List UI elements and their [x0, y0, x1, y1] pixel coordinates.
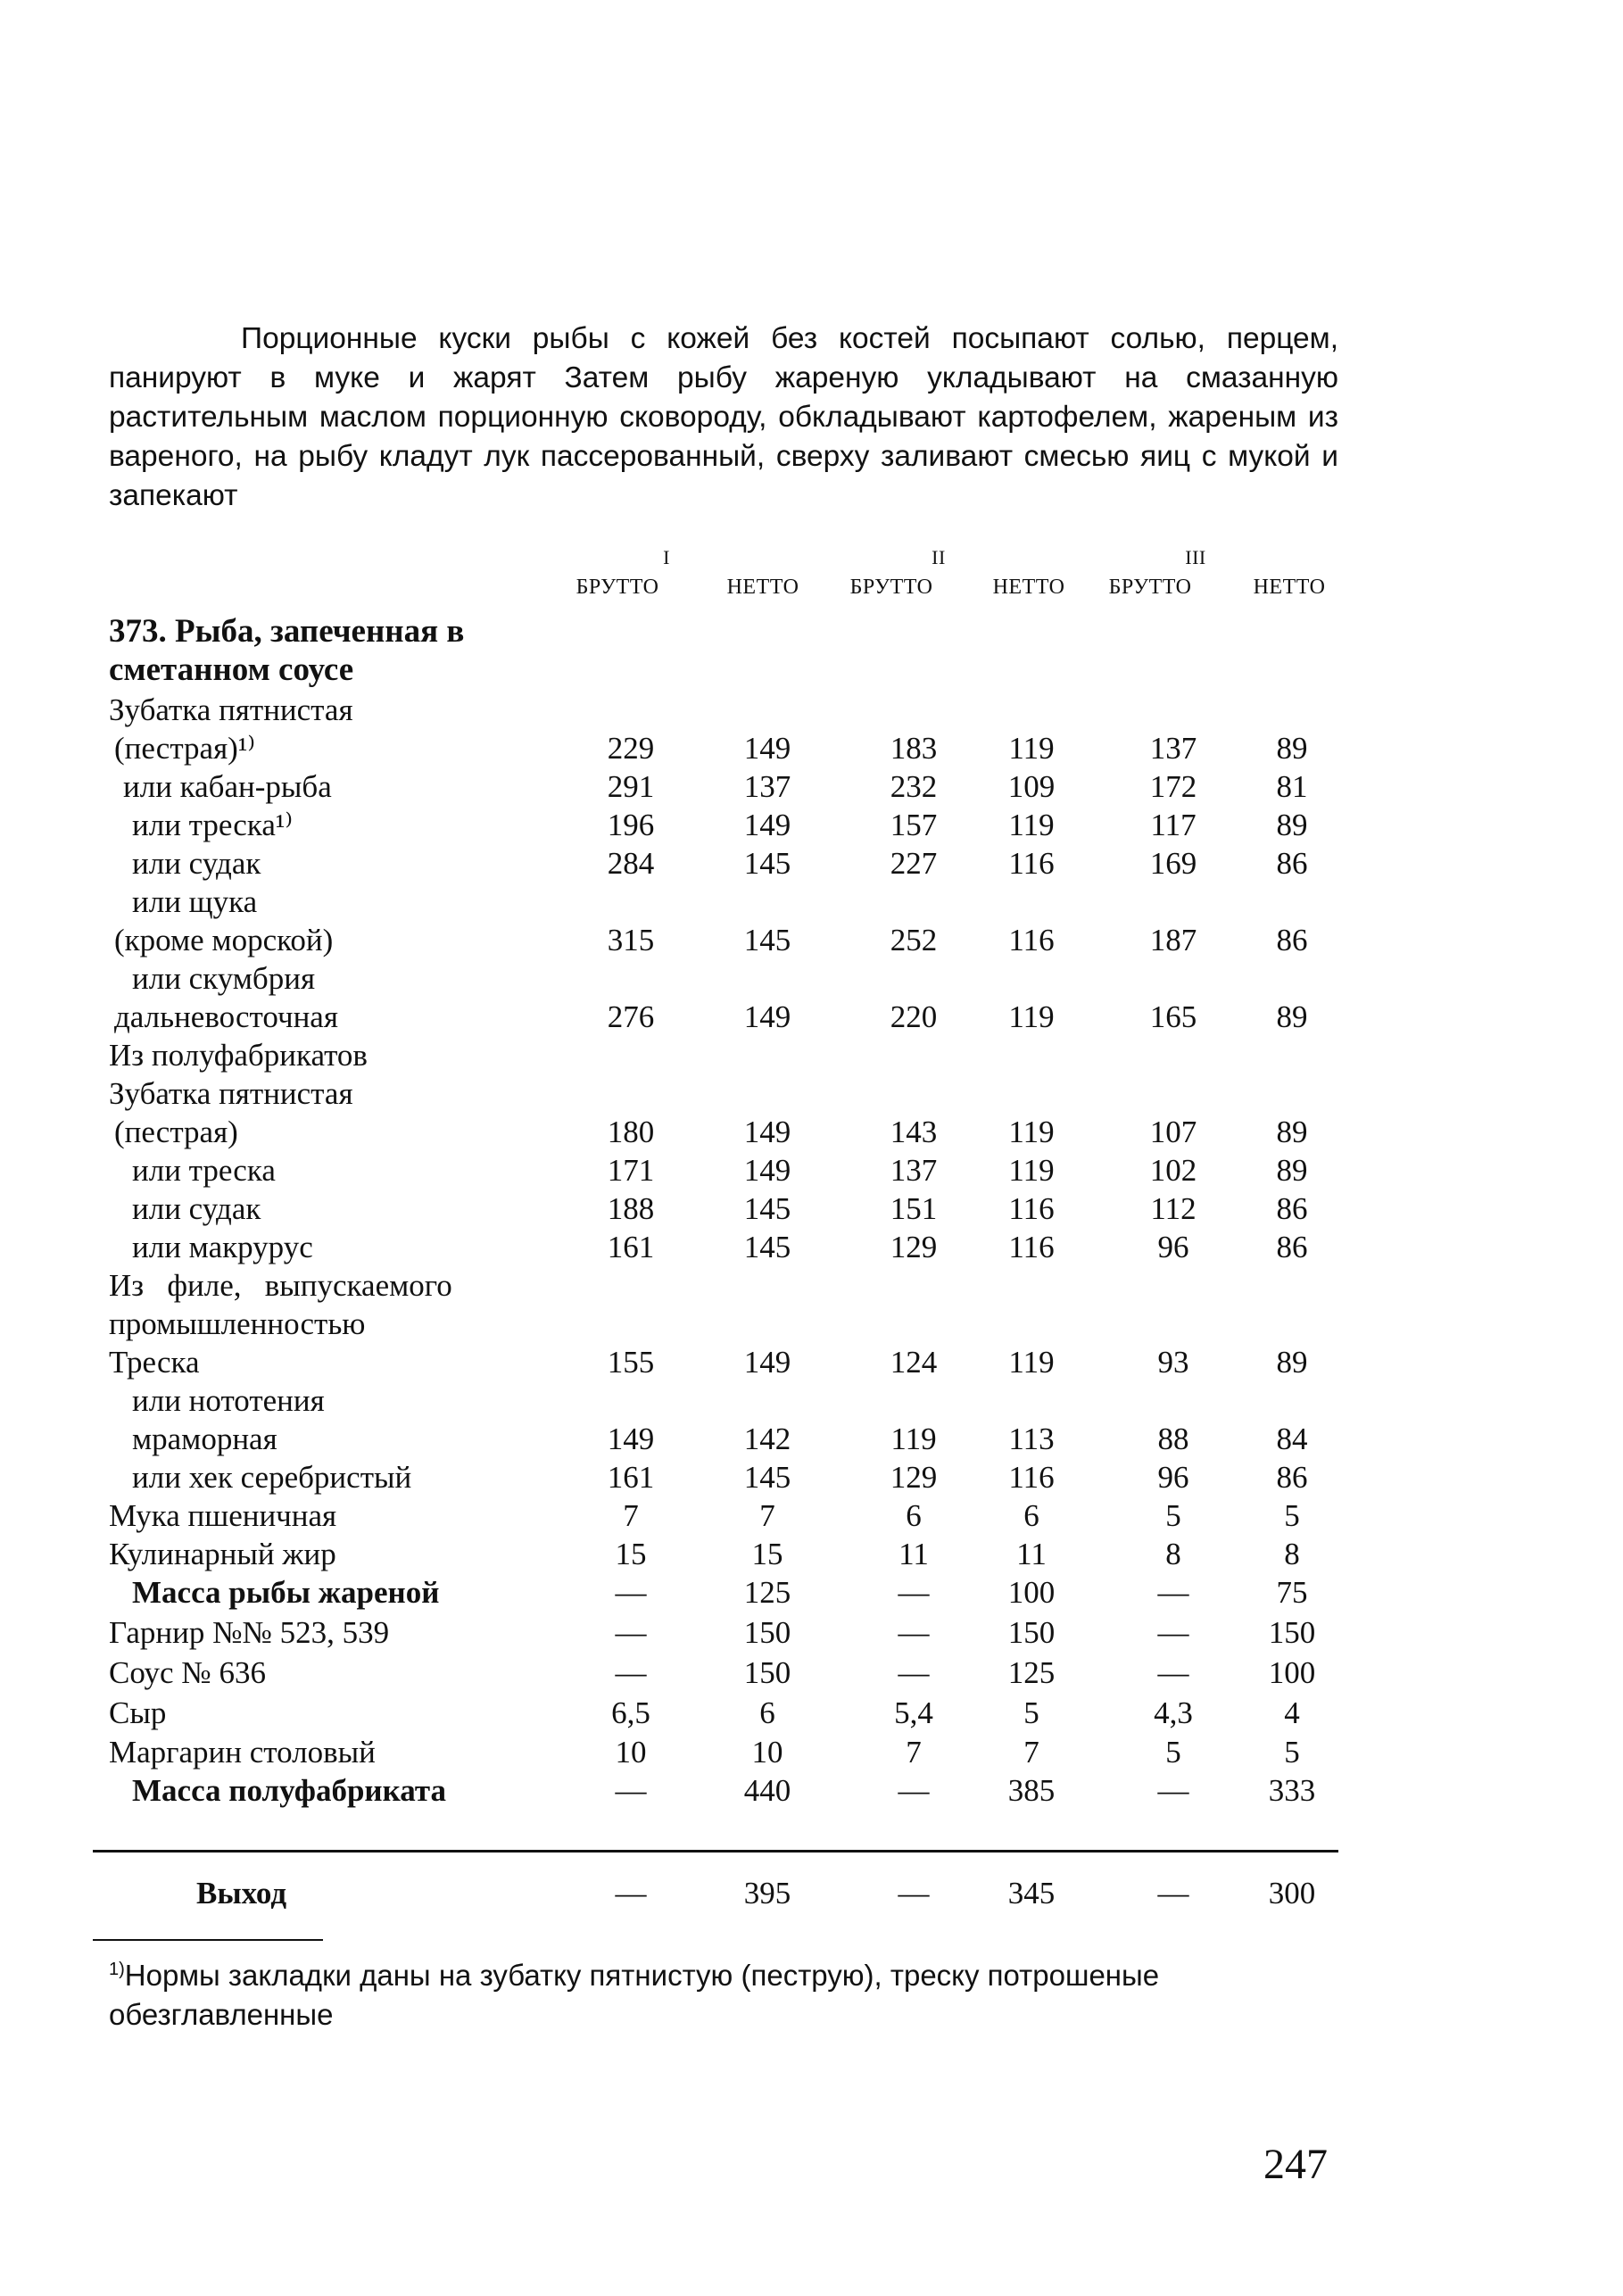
cell-netto-1: 149 — [743, 1345, 791, 1380]
cell-netto-2: 11 — [1016, 1537, 1047, 1571]
footnote-mark: 1) — [109, 1960, 125, 1979]
footnote-rule — [93, 1939, 323, 1941]
cell-netto-2: 100 — [1007, 1575, 1056, 1610]
group-header-3: III — [1185, 546, 1206, 568]
cell-brutto-1: 229 — [607, 731, 655, 766]
cell-brutto-2: 6 — [906, 1498, 922, 1533]
cell-netto-3: 5 — [1284, 1498, 1300, 1533]
footnote-text: Нормы закладки даны на зубатку пятнистую (пеструю), треску потрошеные обезглавленные — [109, 1959, 1160, 2031]
yield-netto-3: 300 — [1268, 1876, 1316, 1911]
cell-brutto-2: 183 — [890, 731, 938, 766]
col-header-netto-1: НЕТТО — [726, 576, 799, 599]
cell-brutto-3: 169 — [1149, 846, 1197, 881]
cell-brutto-3: 93 — [1157, 1345, 1189, 1380]
cell-netto-3: 100 — [1268, 1655, 1316, 1690]
table-row — [0, 1694, 1623, 1732]
row-label: (пестрая)¹⁾ — [114, 731, 255, 766]
cell-brutto-1: — — [615, 1575, 647, 1610]
cell-netto-1: 15 — [751, 1537, 783, 1571]
cell-brutto-2: 252 — [890, 923, 938, 957]
cell-brutto-1: 149 — [607, 1422, 655, 1456]
table-row — [0, 883, 1623, 921]
cell-brutto-2: — — [898, 1773, 930, 1808]
table-row — [0, 1420, 1623, 1458]
cell-brutto-1: 161 — [607, 1460, 655, 1495]
row-label: или скумбрия — [132, 961, 316, 996]
col-header-netto-2: НЕТТО — [992, 576, 1065, 599]
cell-netto-2: 119 — [1008, 999, 1055, 1034]
cell-brutto-2: 7 — [906, 1735, 922, 1770]
table-row — [0, 1496, 1623, 1535]
cell-netto-1: 150 — [743, 1615, 791, 1650]
row-label: Мука пшеничная — [109, 1498, 337, 1533]
cell-brutto-3: 5 — [1165, 1498, 1181, 1533]
cell-netto-2: 5 — [1023, 1695, 1039, 1730]
col-header-netto-3: НЕТТО — [1253, 576, 1326, 599]
cell-brutto-3: 88 — [1157, 1422, 1189, 1456]
table-row — [0, 921, 1623, 959]
table-divider — [93, 1850, 1338, 1853]
cell-netto-1: 125 — [743, 1575, 791, 1610]
cell-netto-2: 116 — [1008, 1191, 1055, 1226]
table-row — [0, 1074, 1623, 1113]
cell-brutto-3: 96 — [1157, 1230, 1189, 1264]
table-row — [0, 1343, 1623, 1381]
cell-brutto-2: — — [898, 1575, 930, 1610]
table-row — [0, 1228, 1623, 1266]
table-row — [0, 1613, 1623, 1652]
cell-netto-3: 86 — [1276, 1230, 1308, 1264]
cell-brutto-2: 5,4 — [894, 1695, 933, 1730]
cell-netto-1: 137 — [743, 769, 791, 804]
cell-netto-3: 89 — [1276, 808, 1308, 842]
cell-brutto-2: 227 — [890, 846, 938, 881]
cell-netto-3: 150 — [1268, 1615, 1316, 1650]
table-row — [0, 1266, 1623, 1305]
cell-brutto-2: 220 — [890, 999, 938, 1034]
cell-netto-3: 81 — [1276, 769, 1308, 804]
cell-netto-2: 119 — [1008, 731, 1055, 766]
cell-netto-3: 5 — [1284, 1735, 1300, 1770]
cell-brutto-1: — — [615, 1655, 647, 1690]
cell-netto-2: 119 — [1008, 1153, 1055, 1188]
group-header-1: I — [663, 546, 670, 568]
cell-brutto-3: 96 — [1157, 1460, 1189, 1495]
yield-netto-2: 345 — [1007, 1876, 1056, 1911]
yield-brutto-3: — — [1157, 1876, 1189, 1911]
cell-brutto-3: 8 — [1165, 1537, 1181, 1571]
cell-brutto-3: 4,3 — [1154, 1695, 1193, 1730]
cell-brutto-2: — — [898, 1655, 930, 1690]
cell-brutto-1: 284 — [607, 846, 655, 881]
cell-netto-2: 119 — [1008, 1345, 1055, 1380]
cell-netto-1: 10 — [751, 1735, 783, 1770]
row-label: промышленностью — [109, 1306, 366, 1341]
row-label: Сыр — [109, 1695, 167, 1730]
cell-brutto-2: — — [898, 1615, 930, 1650]
cell-brutto-1: 6,5 — [611, 1695, 650, 1730]
row-label: или нототения — [132, 1383, 325, 1418]
footnote — [109, 1950, 1338, 2035]
cell-brutto-1: 180 — [607, 1115, 655, 1149]
cell-brutto-3: 107 — [1149, 1115, 1197, 1149]
cell-netto-1: 145 — [743, 846, 791, 881]
table-row — [0, 1654, 1623, 1692]
row-label: или треска — [132, 1153, 276, 1188]
row-label: Маргарин столовый — [109, 1735, 376, 1770]
cell-brutto-1: 7 — [623, 1498, 639, 1533]
cell-netto-2: 113 — [1008, 1422, 1055, 1456]
cell-netto-2: 116 — [1008, 1460, 1055, 1495]
cell-brutto-1: 10 — [615, 1735, 647, 1770]
table-row — [0, 1036, 1623, 1074]
cell-brutto-3: — — [1157, 1575, 1189, 1610]
table-row — [0, 844, 1623, 883]
cell-brutto-2: 137 — [890, 1153, 938, 1188]
page-number: 247 — [1263, 2141, 1328, 2188]
cell-netto-3: 89 — [1276, 1153, 1308, 1188]
cell-netto-3: 89 — [1276, 1115, 1308, 1149]
table-row — [0, 1381, 1623, 1420]
yield-label: Выход — [196, 1876, 287, 1911]
table-row — [0, 1458, 1623, 1496]
row-label: Зубатка пятнистая — [109, 692, 353, 727]
cell-brutto-1: — — [615, 1773, 647, 1808]
row-label: (пестрая) — [114, 1115, 238, 1149]
group-header-2: II — [932, 546, 946, 568]
cell-netto-1: 149 — [743, 808, 791, 842]
row-label: Соус № 636 — [109, 1655, 266, 1690]
row-label: Из полуфабрикатов — [109, 1038, 368, 1073]
table-row — [0, 691, 1623, 729]
table-row — [0, 1573, 1623, 1612]
cell-brutto-3: 5 — [1165, 1735, 1181, 1770]
cell-netto-3: 89 — [1276, 731, 1308, 766]
cell-brutto-2: 129 — [890, 1230, 938, 1264]
cell-brutto-3: 165 — [1149, 999, 1197, 1034]
cell-netto-3: 86 — [1276, 1460, 1308, 1495]
table-row — [0, 1733, 1623, 1771]
cell-netto-2: 116 — [1008, 846, 1055, 881]
cell-netto-1: 149 — [743, 731, 791, 766]
cell-netto-2: 7 — [1023, 1735, 1039, 1770]
yield-brutto-1: — — [615, 1876, 647, 1911]
yield-brutto-2: — — [898, 1876, 930, 1911]
row-label: Кулинарный жир — [109, 1537, 336, 1571]
cell-netto-1: 440 — [743, 1773, 791, 1808]
cell-netto-2: 109 — [1007, 769, 1056, 804]
cell-brutto-2: 119 — [890, 1422, 937, 1456]
cell-brutto-3: 117 — [1150, 808, 1197, 842]
cell-brutto-3: 187 — [1149, 923, 1197, 957]
cell-netto-1: 7 — [759, 1498, 775, 1533]
table-row — [0, 1189, 1623, 1228]
row-label: (кроме морской) — [114, 923, 334, 957]
row-label: Зубатка пятнистая — [109, 1076, 353, 1111]
cell-netto-2: 150 — [1007, 1615, 1056, 1650]
cell-brutto-1: 171 — [607, 1153, 655, 1188]
row-label: Треска — [109, 1345, 200, 1380]
cell-brutto-1: 315 — [607, 923, 655, 957]
col-header-brutto-3: БРУТТО — [1108, 576, 1192, 599]
cell-netto-1: 150 — [743, 1655, 791, 1690]
cell-netto-3: 89 — [1276, 999, 1308, 1034]
cell-netto-2: 385 — [1007, 1773, 1056, 1808]
cell-brutto-3: 102 — [1149, 1153, 1197, 1188]
cell-netto-1: 145 — [743, 923, 791, 957]
table-row — [0, 1305, 1623, 1343]
table-row — [0, 1535, 1623, 1573]
row-label: или кабан-рыба — [123, 769, 332, 804]
cell-brutto-2: 232 — [890, 769, 938, 804]
recipe-title: 373. Рыба, запеченная в сметанном соусе — [109, 613, 465, 688]
row-label: Масса полуфабриката — [132, 1773, 446, 1808]
cell-brutto-3: 172 — [1149, 769, 1197, 804]
table-row — [0, 1113, 1623, 1151]
cell-brutto-1: 155 — [607, 1345, 655, 1380]
cell-netto-2: 116 — [1008, 1230, 1055, 1264]
yield-row — [0, 1871, 1623, 1916]
cell-brutto-3: — — [1157, 1615, 1189, 1650]
cell-brutto-1: 276 — [607, 999, 655, 1034]
row-label: или макрурус — [132, 1230, 313, 1264]
cell-netto-1: 149 — [743, 1115, 791, 1149]
cell-netto-3: 84 — [1276, 1422, 1308, 1456]
cell-brutto-1: 15 — [615, 1537, 647, 1571]
row-label: Масса рыбы жареной — [132, 1575, 440, 1610]
cell-brutto-2: 157 — [890, 808, 938, 842]
cell-netto-2: 125 — [1007, 1655, 1056, 1690]
cell-netto-1: 145 — [743, 1191, 791, 1226]
cell-brutto-2: 124 — [890, 1345, 938, 1380]
cell-netto-3: 86 — [1276, 923, 1308, 957]
cell-netto-3: 86 — [1276, 1191, 1308, 1226]
cell-netto-2: 119 — [1008, 1115, 1055, 1149]
cell-brutto-1: 291 — [607, 769, 655, 804]
cell-netto-1: 145 — [743, 1460, 791, 1495]
cell-netto-3: 4 — [1284, 1695, 1300, 1730]
cell-netto-1: 145 — [743, 1230, 791, 1264]
table-row — [0, 998, 1623, 1036]
row-label: мраморная — [132, 1422, 277, 1456]
row-label: Гарнир №№ 523, 539 — [109, 1615, 390, 1650]
table-row — [0, 959, 1623, 998]
row-label: Из филе, выпускаемого — [109, 1268, 452, 1303]
cell-brutto-2: 151 — [890, 1191, 938, 1226]
cell-brutto-3: 112 — [1150, 1191, 1197, 1226]
cell-netto-2: 116 — [1008, 923, 1055, 957]
cell-brutto-3: — — [1157, 1655, 1189, 1690]
cell-brutto-1: 161 — [607, 1230, 655, 1264]
row-label: или судак — [132, 1191, 261, 1226]
table-row — [0, 767, 1623, 806]
row-label: или хек серебристый — [132, 1460, 412, 1495]
table-row — [0, 1771, 1623, 1810]
table-row — [0, 1151, 1623, 1189]
table-row — [0, 806, 1623, 844]
yield-netto-1: 395 — [743, 1876, 791, 1911]
cell-netto-1: 149 — [743, 999, 791, 1034]
cell-netto-1: 6 — [759, 1695, 775, 1730]
intro-paragraph: Порционные куски рыбы с кожей без костей посыпают солью, перцем, панируют в муке и жарят Затем рыбу жареную укладывают на смазанную растительным маслом порционную сковороду, обкладывают картофелем, жареным из вареного, на рыбу кладут лук пассерованный, сверху заливают смесью яиц с мукой и запекают — [109, 322, 1338, 512]
row-label: дальневосточная — [114, 999, 338, 1034]
col-header-brutto-2: БРУТТО — [849, 576, 933, 599]
cell-netto-1: 142 — [743, 1422, 791, 1456]
cell-brutto-3: — — [1157, 1773, 1189, 1808]
cell-netto-1: 149 — [743, 1153, 791, 1188]
cell-brutto-3: 137 — [1149, 731, 1197, 766]
cell-brutto-2: 11 — [898, 1537, 929, 1571]
row-label: или треска¹⁾ — [132, 808, 293, 842]
cell-netto-2: 6 — [1023, 1498, 1039, 1533]
row-label: или щука — [132, 884, 258, 919]
cell-brutto-1: — — [615, 1615, 647, 1650]
col-header-brutto-1: БРУТТО — [576, 576, 659, 599]
cell-netto-3: 75 — [1276, 1575, 1308, 1610]
cell-brutto-2: 129 — [890, 1460, 938, 1495]
cell-netto-3: 89 — [1276, 1345, 1308, 1380]
cell-brutto-2: 143 — [890, 1115, 938, 1149]
cell-netto-3: 86 — [1276, 846, 1308, 881]
table-row — [0, 729, 1623, 767]
cell-netto-2: 119 — [1008, 808, 1055, 842]
cell-brutto-1: 196 — [607, 808, 655, 842]
cell-netto-3: 333 — [1268, 1773, 1316, 1808]
row-label: или судак — [132, 846, 261, 881]
cell-brutto-1: 188 — [607, 1191, 655, 1226]
cell-netto-3: 8 — [1284, 1537, 1300, 1571]
